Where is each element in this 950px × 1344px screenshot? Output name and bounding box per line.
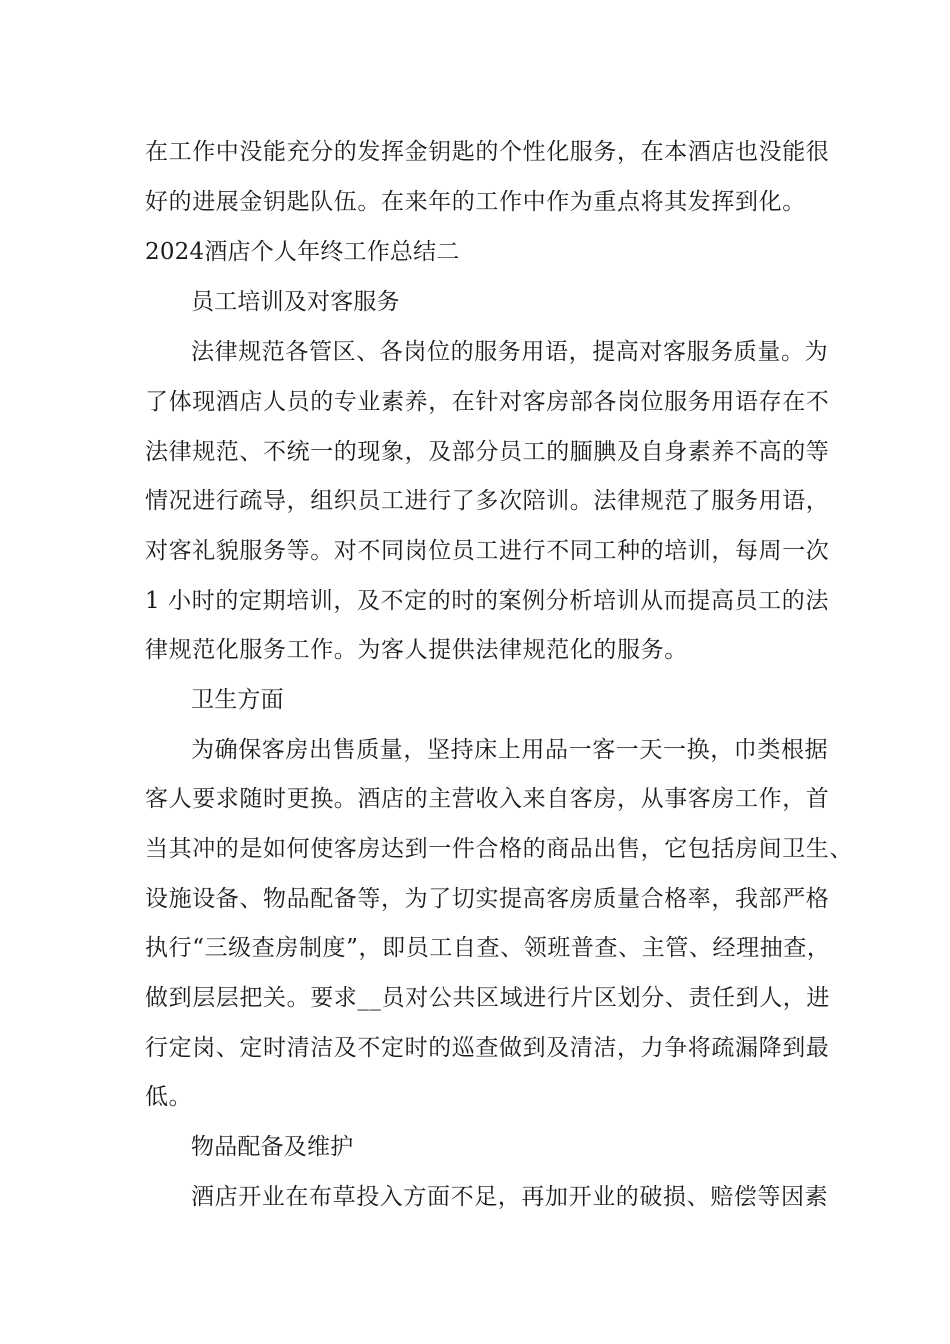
- paragraph-line: 法律规范、不统一的现象，及部分员工的腼腆及自身素养不高的等: [145, 439, 830, 465]
- paragraph-line: 情况进行疏导，组织员工进行了多次陪训。法律规范了服务用语，: [145, 488, 830, 514]
- section-title: 2024酒店个人年终工作总结二: [145, 239, 460, 265]
- paragraph-line: 低。: [145, 1084, 193, 1110]
- subsection-heading: 卫生方面: [191, 687, 284, 713]
- paragraph-line: 1 小时的定期培训，及不定的时的案例分析培训从而提高员工的法: [145, 588, 829, 614]
- paragraph-line: 在工作中没能充分的发挥金钥匙的个性化服务，在本酒店也没能很: [145, 139, 830, 165]
- subsection-heading: 物品配备及维护: [191, 1134, 354, 1160]
- paragraph-line: 对客礼貌服务等。对不同岗位员工进行不同工种的培训，每周一次: [145, 538, 830, 564]
- paragraph-line: 设施设备、物品配备等，为了切实提高客房质量合格率，我部严格: [145, 886, 830, 912]
- paragraph-line: 酒店开业在布草投入方面不足，再加开业的破损、赔偿等因素: [191, 1184, 829, 1210]
- paragraph-line: 客人要求随时更换。酒店的主营收入来自客房，从事客房工作，首: [145, 786, 830, 812]
- paragraph-line: 为确保客房出售质量，坚持床上用品一客一天一换，巾类根据: [191, 737, 829, 763]
- paragraph-line: 了体现酒店人员的专业素养，在针对客房部各岗位服务用语存在不: [145, 389, 830, 415]
- paragraph-line: 律规范化服务工作。为客人提供法律规范化的服务。: [145, 637, 688, 663]
- subsection-heading: 员工培训及对客服务: [191, 289, 400, 315]
- paragraph-line: 法律规范各管区、各岗位的服务用语，提高对客服务质量。为: [191, 339, 829, 365]
- paragraph-line: 执行“三级查房制度”，即员工自查、领班普查、主管、经理抽查，: [145, 935, 831, 961]
- paragraph-line: 做到层层把关。要求__员对公共区域进行片区划分、责任到人，进: [145, 985, 830, 1011]
- paragraph-line: 好的进展金钥匙队伍。在来年的工作中作为重点将其发挥到化。: [145, 189, 806, 215]
- paragraph-line: 当其冲的是如何使客房达到一件合格的商品出售，它包括房间卫生、: [145, 836, 853, 862]
- paragraph-line: 行定岗、定时清洁及不定时的巡查做到及清洁，力争将疏漏降到最: [145, 1035, 830, 1061]
